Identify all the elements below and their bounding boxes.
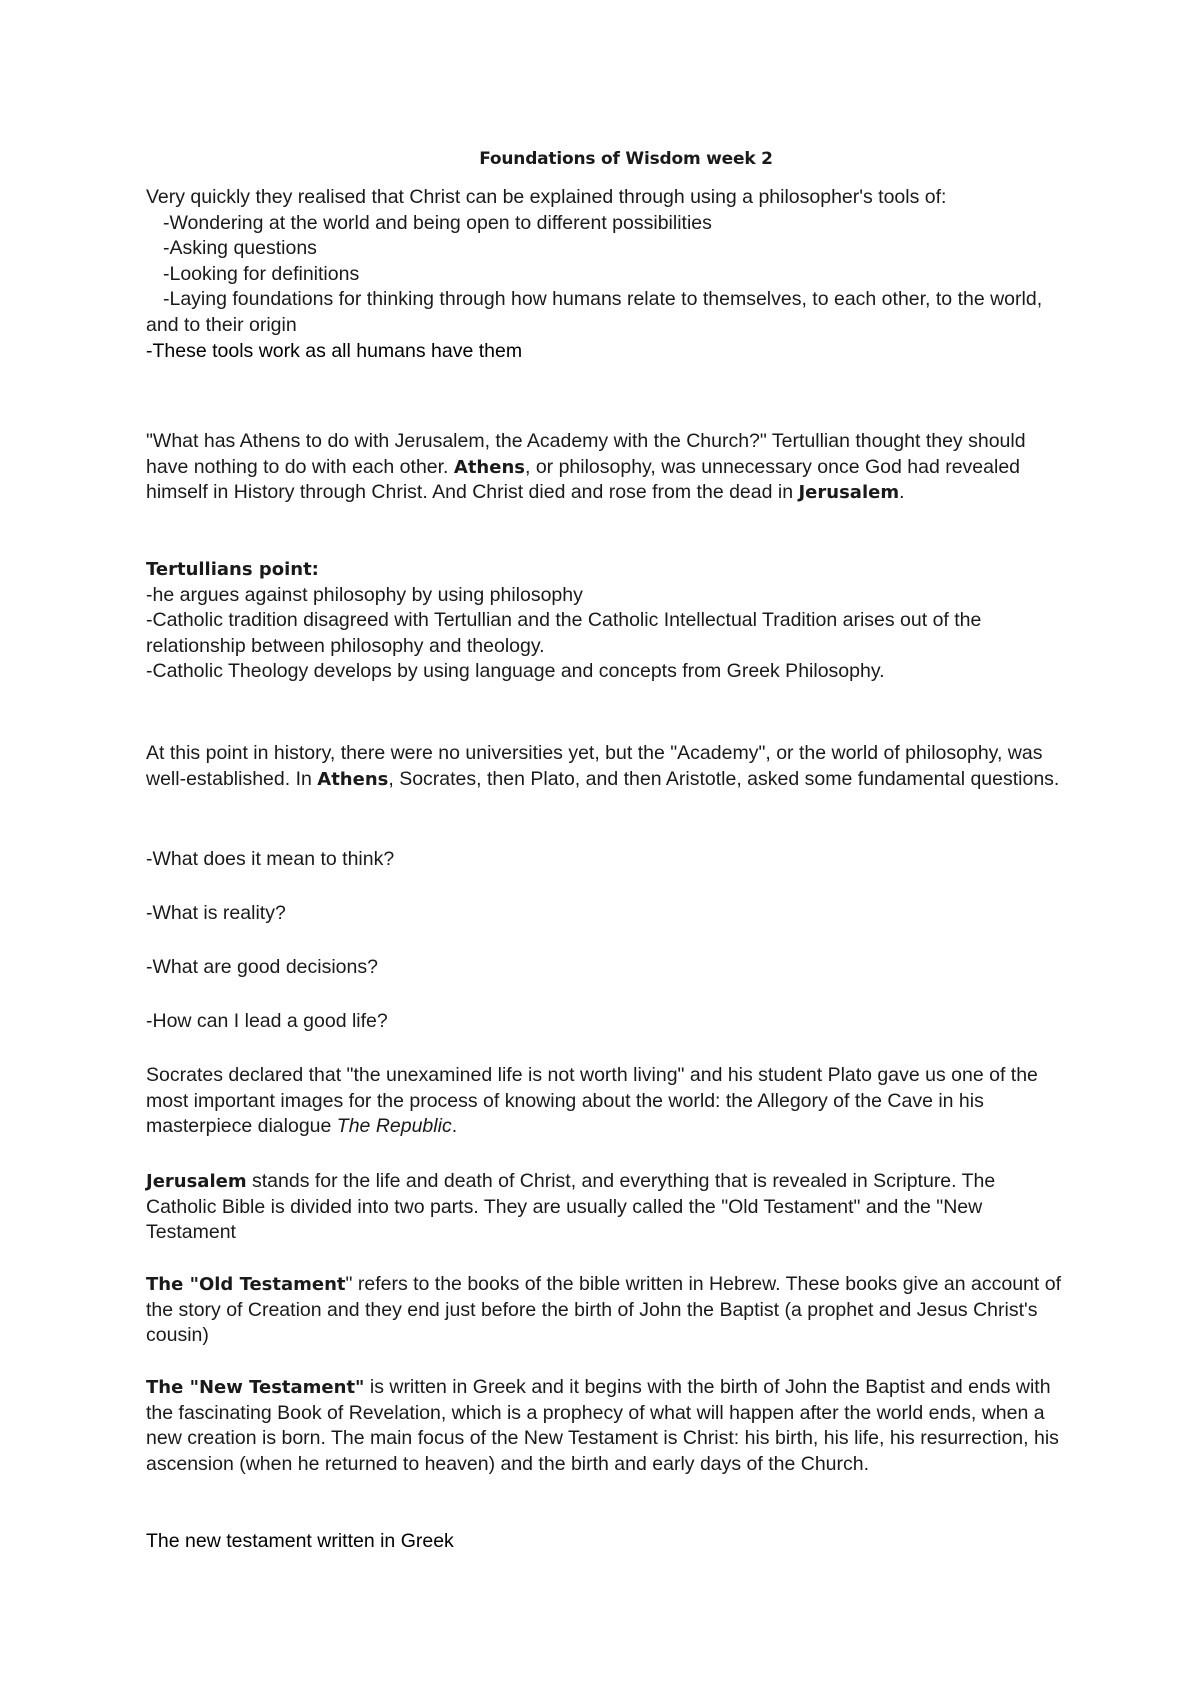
jerusalem-bold: Jerusalem bbox=[798, 482, 900, 504]
tertullians-point-heading: Tertullians point: bbox=[146, 559, 319, 580]
athens-bold: Athens bbox=[453, 456, 525, 478]
question-item: -What are good decisions? bbox=[146, 956, 378, 978]
athens-bold: Athens bbox=[317, 768, 389, 790]
tool-item: -Looking for definitions bbox=[163, 262, 360, 285]
academy-text-2: , Socrates, then Plato, and then Aristotle, asked some fundamental questions. bbox=[388, 767, 1060, 790]
new-testament-text: is written in Greek and it begins with the birth of John the Baptist and ends with the fascinating Book of Revelation, which is a prophecy of what will happen after the world ends, when a new creation is born. The main focus of the New Testament is Christ: his birth, his life, his resurrection, his ascension (when he returned to heaven) and the birth and early days of the Church. bbox=[146, 1376, 1059, 1475]
intro-closing: -These tools work as all humans have them bbox=[146, 339, 523, 362]
jerusalem-text: stands for the life and death of Christ, and everything that is revealed in Scripture. The Catholic Bible is divided into two parts. They are usually called the "Old Testament" and the "New Testament bbox=[146, 1170, 996, 1244]
point-item: -Catholic Theology develops by using language and concepts from Greek Philosophy. bbox=[146, 660, 885, 683]
socrates-text: Socrates declared that "the unexamined life is not worth living" and his student Plato gave us one of the most important images for the process of knowing about the world: the Allegory of the Cave in his masterpiece dialogue bbox=[146, 1064, 1038, 1138]
new-testament-bold: The "New Testament" bbox=[146, 1377, 365, 1398]
jerusalem-bold: Jerusalem bbox=[146, 1171, 247, 1192]
final-line: The new testament written in Greek bbox=[146, 1530, 454, 1552]
quote-text-2: , or philosophy, was unnecessary once God had revealed himself in History through Christ. And Christ died and rose from the dead in bbox=[146, 455, 1021, 504]
socrates-paragraph: Socrates declared that "the unexamined life is not worth living" and his student Plato gave us one of the most important images for the process of knowing about the world: the Allegory of the Cave in his masterpiece dialogue The Republic. bbox=[146, 1064, 1038, 1138]
tertullian-quote-paragraph bbox=[146, 429, 1066, 506]
tool-item-long: -Laying foundations for thinking through how humans relate to themselves, to each other, to the world, and to their origin bbox=[146, 288, 1043, 336]
intro-line: Very quickly they realised that Christ can be explained through using a philosopher's tools of: bbox=[146, 186, 947, 208]
question-item: -How can I lead a good life? bbox=[146, 1010, 388, 1032]
tool-item: -Asking questions bbox=[163, 237, 317, 260]
new-testament-paragraph bbox=[146, 1375, 1066, 1477]
academy-text-1: At this point in history, there were no universities yet, but the "Academy", or the world of philosophy, was well-established. In bbox=[146, 742, 1043, 790]
question-item: -What is reality? bbox=[146, 902, 286, 924]
jerusalem-paragraph bbox=[146, 1169, 1066, 1246]
old-testament-paragraph bbox=[146, 1272, 1066, 1349]
point-item: -Catholic tradition disagreed with Tertullian and the Catholic Intellectual Tradition arises out of the relationship between philosophy and theology. bbox=[146, 609, 982, 657]
question-item: -What does it mean to think? bbox=[146, 848, 395, 870]
old-testament-text: " refers to the books of the bible written in Hebrew. These books give an account of the story of Creation and they end just before the birth of John the Baptist (a prophet and Jesus Christ's cousin) bbox=[146, 1273, 1061, 1347]
republic-title: The Republic bbox=[336, 1115, 452, 1138]
quote-text-3: . bbox=[899, 481, 905, 504]
quote-text-1: "What has Athens to do with Jerusalem, the Academy with the Church?" Tertullian thought they should have nothing to do with each other. bbox=[146, 430, 1026, 478]
academy-paragraph bbox=[146, 741, 1066, 792]
point-item: -he argues against philosophy by using philosophy bbox=[146, 583, 583, 606]
old-testament-bold: The "Old Testament bbox=[146, 1274, 346, 1295]
tool-item: -Wondering at the world and being open to different possibilities bbox=[163, 211, 712, 234]
tertullians-point-section bbox=[146, 557, 1066, 685]
document-title: Foundations of Wisdom week 2 bbox=[479, 149, 773, 169]
intro-section bbox=[146, 185, 1066, 364]
